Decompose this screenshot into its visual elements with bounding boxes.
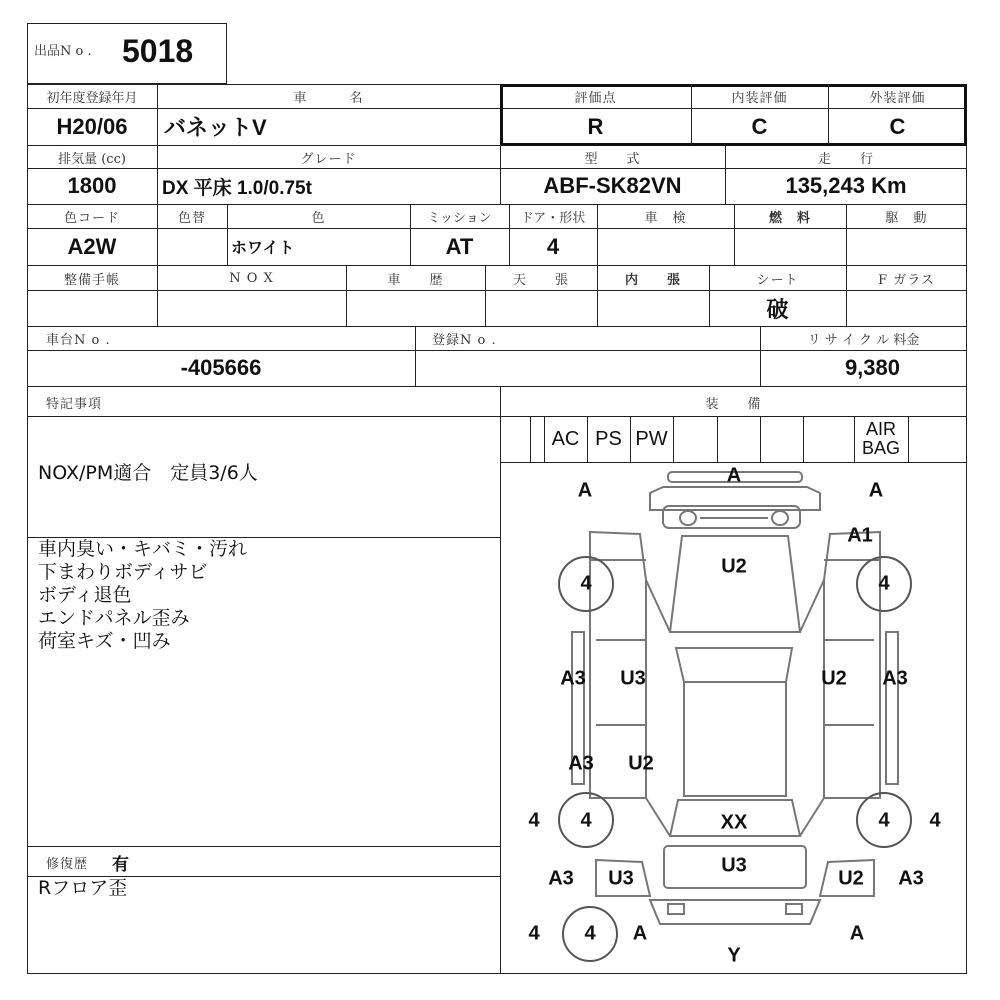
damage-mark: U2 [838, 867, 864, 890]
damage-mark: A3 [568, 752, 594, 775]
score-value: R [587, 113, 604, 139]
exterior-grade-label: 外装評価 [869, 91, 926, 106]
equipment-pw: PW [635, 427, 668, 450]
damage-mark: A [577, 479, 593, 502]
inspection-value [597, 228, 734, 265]
damage-mark: U2 [628, 752, 654, 775]
drive-label: 駆 動 [885, 211, 928, 226]
note-line-3: 下まわりボディサビ [38, 561, 208, 583]
mileage-label: 走 行 [817, 151, 874, 167]
damage-mark: 4 [580, 809, 592, 832]
damage-mark: A3 [882, 667, 908, 690]
displacement-value: 1800 [67, 173, 117, 198]
equipment-label: 装 備 [705, 396, 762, 412]
note-line-1: NOX/PM適合 定員3/6人 [38, 462, 258, 484]
reg-date-value: H20/06 [56, 113, 128, 139]
damage-mark: A [632, 922, 648, 945]
model-label: 型 式 [584, 151, 641, 167]
damage-mark: 4 [929, 809, 941, 832]
damage-mark: A [849, 922, 865, 945]
equipment-empty-cell [760, 416, 803, 462]
repair-note: Rフロア歪 [38, 877, 128, 899]
door-value: 4 [546, 233, 560, 259]
repaint-value [157, 228, 227, 265]
grade-value: DX 平床 1.0/0.75t [162, 177, 312, 199]
exterior-grade-value: C [889, 113, 906, 139]
car-name-label: 車 名 [293, 91, 364, 106]
damage-mark: 4 [878, 809, 890, 832]
registration-no-value [415, 350, 760, 386]
damage-mark: U3 [620, 667, 646, 690]
note-line-6: 荷室キズ・凹み [38, 630, 171, 652]
recycle-fee-label: リ サ イ ク ル 料金 [807, 333, 920, 348]
damage-mark: 4 [528, 809, 540, 832]
mission-value: AT [445, 233, 474, 259]
front-glass-label: F ガラス [878, 272, 935, 288]
interior-grade-value: C [751, 113, 768, 139]
mission-label: ミッション [427, 211, 492, 226]
equipment-ac: AC [551, 427, 580, 450]
damage-mark: 4 [580, 572, 592, 595]
repair-history-label: 修復歴 [46, 856, 89, 872]
equipment-empty-cell [717, 416, 760, 462]
fuel-label: 燃 料 [768, 211, 811, 226]
interior-grade-label: 内装評価 [731, 91, 788, 106]
damage-mark: A3 [548, 867, 574, 890]
fuel-value [734, 228, 846, 265]
damage-mark: A1 [847, 524, 873, 547]
damage-mark: 4 [528, 922, 540, 945]
color-code-value: A2W [67, 233, 117, 259]
damage-mark: Y [727, 944, 741, 967]
car-name-value: バネットV [164, 115, 267, 140]
repaint-label: 色替 [177, 211, 206, 226]
damage-mark: A [726, 464, 742, 487]
recycle-fee-value: 9,380 [844, 355, 900, 380]
nox-label: N O X [229, 270, 274, 286]
damage-mark: U2 [821, 667, 847, 690]
damage-mark: 4 [878, 572, 890, 595]
vehicle-history-label: 車 歴 [387, 272, 444, 288]
registration-no-label: 登録N o . [432, 333, 497, 348]
chassis-no-value: -405666 [180, 355, 262, 380]
lot-label: 出品N o . [34, 43, 92, 59]
equipment-empty-cell [803, 416, 833, 462]
damage-mark: XX [720, 811, 748, 834]
damage-mark: U2 [721, 555, 747, 578]
headliner-label: 天 張 [512, 272, 569, 288]
damage-mark: A [868, 479, 884, 502]
note-line-4: ボディ退色 [38, 584, 132, 606]
reg-date-label: 初年度登録年月 [46, 91, 138, 106]
score-label: 評価点 [574, 91, 617, 106]
chassis-no-label: 車台N o . [46, 333, 111, 348]
maintenance-book-label: 整備手帳 [63, 272, 120, 288]
grade-label: グレード [300, 151, 357, 167]
equipment-ps: PS [595, 427, 622, 450]
repair-history-value: 有 [112, 854, 129, 875]
interior-trim-label: 内 張 [624, 272, 681, 288]
lot-number: 5018 [122, 32, 194, 69]
seat-value: 破 [766, 297, 789, 323]
damage-mark: U3 [721, 854, 747, 877]
color-label: 色 [311, 211, 326, 226]
equipment-empty-cell [530, 416, 544, 462]
color-value: ホワイト [231, 238, 295, 257]
seat-label: シート [756, 272, 799, 288]
door-label: ドア・形状 [520, 211, 586, 226]
damage-mark: A3 [560, 667, 586, 690]
damage-mark: U3 [608, 867, 634, 890]
note-line-2: 車内臭い・キバミ・汚れ [38, 538, 248, 560]
mileage-value: 135,243 Km [785, 173, 907, 198]
inspection-label: 車 検 [644, 211, 687, 226]
special-notes-label: 特記事項 [46, 396, 103, 412]
equipment-air-bag: AIR BAG [861, 419, 900, 458]
drive-value [846, 228, 967, 265]
equipment-empty-cell [673, 416, 717, 462]
model-value: ABF-SK82VN [543, 173, 682, 198]
note-line-5: エンドパネル歪み [38, 607, 190, 629]
damage-mark: A3 [898, 867, 924, 890]
damage-mark: 4 [584, 922, 596, 945]
displacement-label: 排気量 (cc) [58, 151, 126, 167]
color-code-label: 色コード [63, 211, 120, 226]
